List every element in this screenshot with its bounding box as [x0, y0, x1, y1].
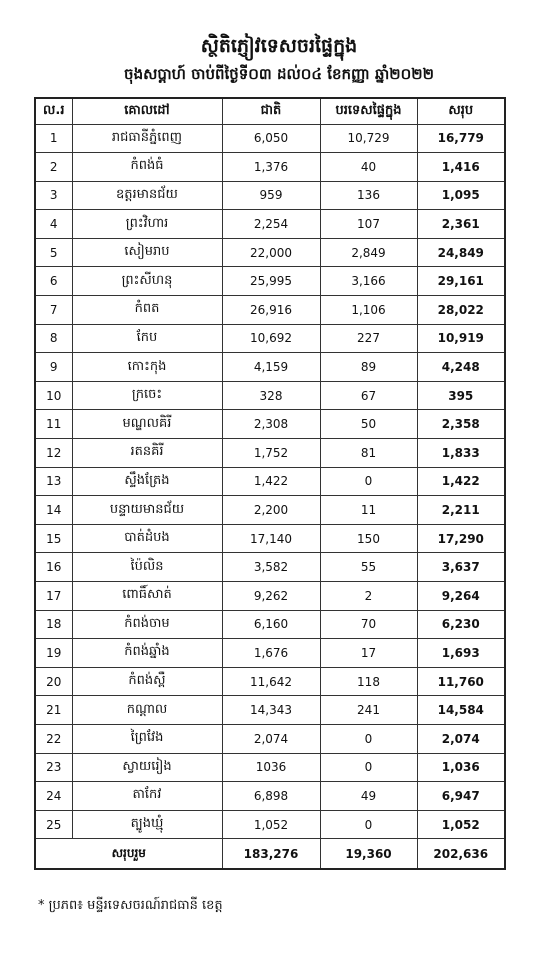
row-total: 2,211	[417, 496, 505, 525]
row-national: 1036	[222, 753, 320, 782]
row-internal-foreign: 1,106	[320, 296, 417, 325]
row-internal-foreign: 70	[320, 610, 417, 639]
row-national: 328	[222, 381, 320, 410]
row-internal-foreign: 107	[320, 210, 417, 239]
row-destination: បាត់ដំបង	[72, 524, 222, 553]
row-internal-foreign: 10,729	[320, 124, 417, 153]
row-national: 1,676	[222, 639, 320, 668]
row-national: 6,160	[222, 610, 320, 639]
row-number: 14	[35, 496, 72, 525]
row-total: 16,779	[417, 124, 505, 153]
row-number: 2	[35, 153, 72, 182]
row-number: 5	[35, 238, 72, 267]
row-national: 2,074	[222, 724, 320, 753]
row-destination: កំពង់ធំ	[72, 153, 222, 182]
table-row	[35, 696, 505, 725]
table-header-row	[35, 98, 505, 124]
row-total: 29,161	[417, 267, 505, 296]
source-footnote: * ប្រភព៖ មន្ទីរទេសចរណ៍រាជធានី ខេត្ត	[38, 898, 223, 913]
row-national: 6,050	[222, 124, 320, 153]
row-number: 25	[35, 810, 72, 839]
row-destination: កំពត	[72, 296, 222, 325]
row-number: 11	[35, 410, 72, 439]
header-no: ល.រ	[35, 98, 72, 124]
row-national: 9,262	[222, 582, 320, 611]
row-destination: មណ្ឌលគិរី	[72, 410, 222, 439]
row-number: 3	[35, 181, 72, 210]
row-number: 9	[35, 353, 72, 382]
row-total: 1,036	[417, 753, 505, 782]
header-internal-foreign: បរទេសផ្ទៃក្នុង	[320, 98, 417, 124]
row-internal-foreign: 67	[320, 381, 417, 410]
row-number: 13	[35, 467, 72, 496]
row-destination: កណ្តាល	[72, 696, 222, 725]
row-national: 2,254	[222, 210, 320, 239]
row-total: 2,358	[417, 410, 505, 439]
total-national: 183,276	[222, 839, 320, 869]
row-total: 1,833	[417, 439, 505, 468]
row-internal-foreign: 89	[320, 353, 417, 382]
row-national: 11,642	[222, 667, 320, 696]
table-row	[35, 210, 505, 239]
row-destination: រាជធានីភ្នំពេញ	[72, 124, 222, 153]
row-destination: កំពង់ឆ្នាំង	[72, 639, 222, 668]
row-internal-foreign: 55	[320, 553, 417, 582]
row-national: 959	[222, 181, 320, 210]
row-internal-foreign: 136	[320, 181, 417, 210]
row-internal-foreign: 81	[320, 439, 417, 468]
row-number: 6	[35, 267, 72, 296]
table-row	[35, 124, 505, 153]
row-number: 15	[35, 524, 72, 553]
row-destination: ព្រៃវែង	[72, 724, 222, 753]
row-national: 6,898	[222, 782, 320, 811]
row-destination: ស្ទឹងត្រែង	[72, 467, 222, 496]
table-row	[35, 496, 505, 525]
row-number: 8	[35, 324, 72, 353]
row-total: 9,264	[417, 582, 505, 611]
row-internal-foreign: 0	[320, 724, 417, 753]
row-number: 17	[35, 582, 72, 611]
row-total: 6,230	[417, 610, 505, 639]
header-total: សរុប	[417, 98, 505, 124]
table-row	[35, 267, 505, 296]
table-row	[35, 381, 505, 410]
row-destination: ស្វាយរៀង	[72, 753, 222, 782]
table-row	[35, 353, 505, 382]
table-row	[35, 238, 505, 267]
row-internal-foreign: 11	[320, 496, 417, 525]
row-national: 17,140	[222, 524, 320, 553]
row-number: 18	[35, 610, 72, 639]
row-number: 12	[35, 439, 72, 468]
row-total: 4,248	[417, 353, 505, 382]
row-number: 20	[35, 667, 72, 696]
row-total: 1,095	[417, 181, 505, 210]
row-national: 26,916	[222, 296, 320, 325]
row-number: 21	[35, 696, 72, 725]
row-destination: ឧត្តរមានជ័យ	[72, 181, 222, 210]
row-destination: កោះកុង	[72, 353, 222, 382]
row-total: 10,919	[417, 324, 505, 353]
table-row	[35, 667, 505, 696]
row-internal-foreign: 50	[320, 410, 417, 439]
row-national: 10,692	[222, 324, 320, 353]
row-national: 1,052	[222, 810, 320, 839]
row-destination: តាកែវ	[72, 782, 222, 811]
row-national: 1,376	[222, 153, 320, 182]
total-row	[35, 839, 505, 869]
row-internal-foreign: 241	[320, 696, 417, 725]
table-row	[35, 724, 505, 753]
table-row	[35, 582, 505, 611]
row-total: 24,849	[417, 238, 505, 267]
row-internal-foreign: 49	[320, 782, 417, 811]
row-internal-foreign: 227	[320, 324, 417, 353]
row-total: 1,693	[417, 639, 505, 668]
row-national: 1,422	[222, 467, 320, 496]
row-total: 14,584	[417, 696, 505, 725]
row-total: 2,361	[417, 210, 505, 239]
row-destination: កំពង់ចាម	[72, 610, 222, 639]
row-total: 28,022	[417, 296, 505, 325]
table-body	[35, 124, 505, 869]
page-subtitle: ចុងសប្តាហ៍ ចាប់ពីថ្ងៃទី០៣ ដល់០៤ ខែកញ្ញា ឆ្នាំ២០២២	[124, 65, 434, 83]
row-internal-foreign: 2,849	[320, 238, 417, 267]
table-row	[35, 439, 505, 468]
row-number: 10	[35, 381, 72, 410]
row-national: 3,582	[222, 553, 320, 582]
row-national: 2,200	[222, 496, 320, 525]
table-row	[35, 610, 505, 639]
row-national: 25,995	[222, 267, 320, 296]
row-number: 22	[35, 724, 72, 753]
row-number: 19	[35, 639, 72, 668]
header-national: ជាតិ	[222, 98, 320, 124]
table-row	[35, 296, 505, 325]
row-destination: ត្បូងឃ្មុំ	[72, 810, 222, 839]
table-row	[35, 524, 505, 553]
row-internal-foreign: 118	[320, 667, 417, 696]
row-national: 2,308	[222, 410, 320, 439]
row-destination: កែប	[72, 324, 222, 353]
row-total: 1,416	[417, 153, 505, 182]
row-national: 4,159	[222, 353, 320, 382]
page-title: ស្ថិតិភ្ញៀវទេសចរផ្ទៃក្នុង	[200, 35, 358, 57]
row-total: 1,052	[417, 810, 505, 839]
row-total: 6,947	[417, 782, 505, 811]
row-total: 11,760	[417, 667, 505, 696]
row-internal-foreign: 0	[320, 810, 417, 839]
table-row	[35, 553, 505, 582]
row-destination: បន្ទាយមានជ័យ	[72, 496, 222, 525]
table-row	[35, 782, 505, 811]
table-row	[35, 153, 505, 182]
table-row	[35, 810, 505, 839]
table-row	[35, 467, 505, 496]
table-row	[35, 753, 505, 782]
row-internal-foreign: 0	[320, 753, 417, 782]
row-internal-foreign: 17	[320, 639, 417, 668]
row-number: 24	[35, 782, 72, 811]
tourist-statistics-table	[34, 97, 506, 870]
table-row	[35, 324, 505, 353]
row-total: 395	[417, 381, 505, 410]
row-destination: ព្រះសីហនុ	[72, 267, 222, 296]
total-label: សរុបរួម	[35, 839, 222, 869]
row-number: 1	[35, 124, 72, 153]
row-total: 3,637	[417, 553, 505, 582]
row-number: 7	[35, 296, 72, 325]
row-internal-foreign: 2	[320, 582, 417, 611]
row-destination: សៀមរាប	[72, 238, 222, 267]
table-row	[35, 639, 505, 668]
header-destination: គោលដៅ	[72, 98, 222, 124]
row-internal-foreign: 0	[320, 467, 417, 496]
table-row	[35, 410, 505, 439]
row-internal-foreign: 3,166	[320, 267, 417, 296]
row-total: 1,422	[417, 467, 505, 496]
row-national: 22,000	[222, 238, 320, 267]
row-destination: រតនគិរី	[72, 439, 222, 468]
row-destination: ក្រចេះ	[72, 381, 222, 410]
row-destination: ប៉ៃលិន	[72, 553, 222, 582]
row-total: 17,290	[417, 524, 505, 553]
row-internal-foreign: 40	[320, 153, 417, 182]
row-destination: ព្រះវិហារ	[72, 210, 222, 239]
row-number: 16	[35, 553, 72, 582]
row-number: 4	[35, 210, 72, 239]
row-internal-foreign: 150	[320, 524, 417, 553]
total-internal-foreign: 19,360	[320, 839, 417, 869]
row-number: 23	[35, 753, 72, 782]
row-national: 14,343	[222, 696, 320, 725]
total-sum: 202,636	[417, 839, 505, 869]
row-total: 2,074	[417, 724, 505, 753]
row-destination: ពោធិ៍សាត់	[72, 582, 222, 611]
row-national: 1,752	[222, 439, 320, 468]
row-destination: កំពង់ស្ពឺ	[72, 667, 222, 696]
table-row	[35, 181, 505, 210]
